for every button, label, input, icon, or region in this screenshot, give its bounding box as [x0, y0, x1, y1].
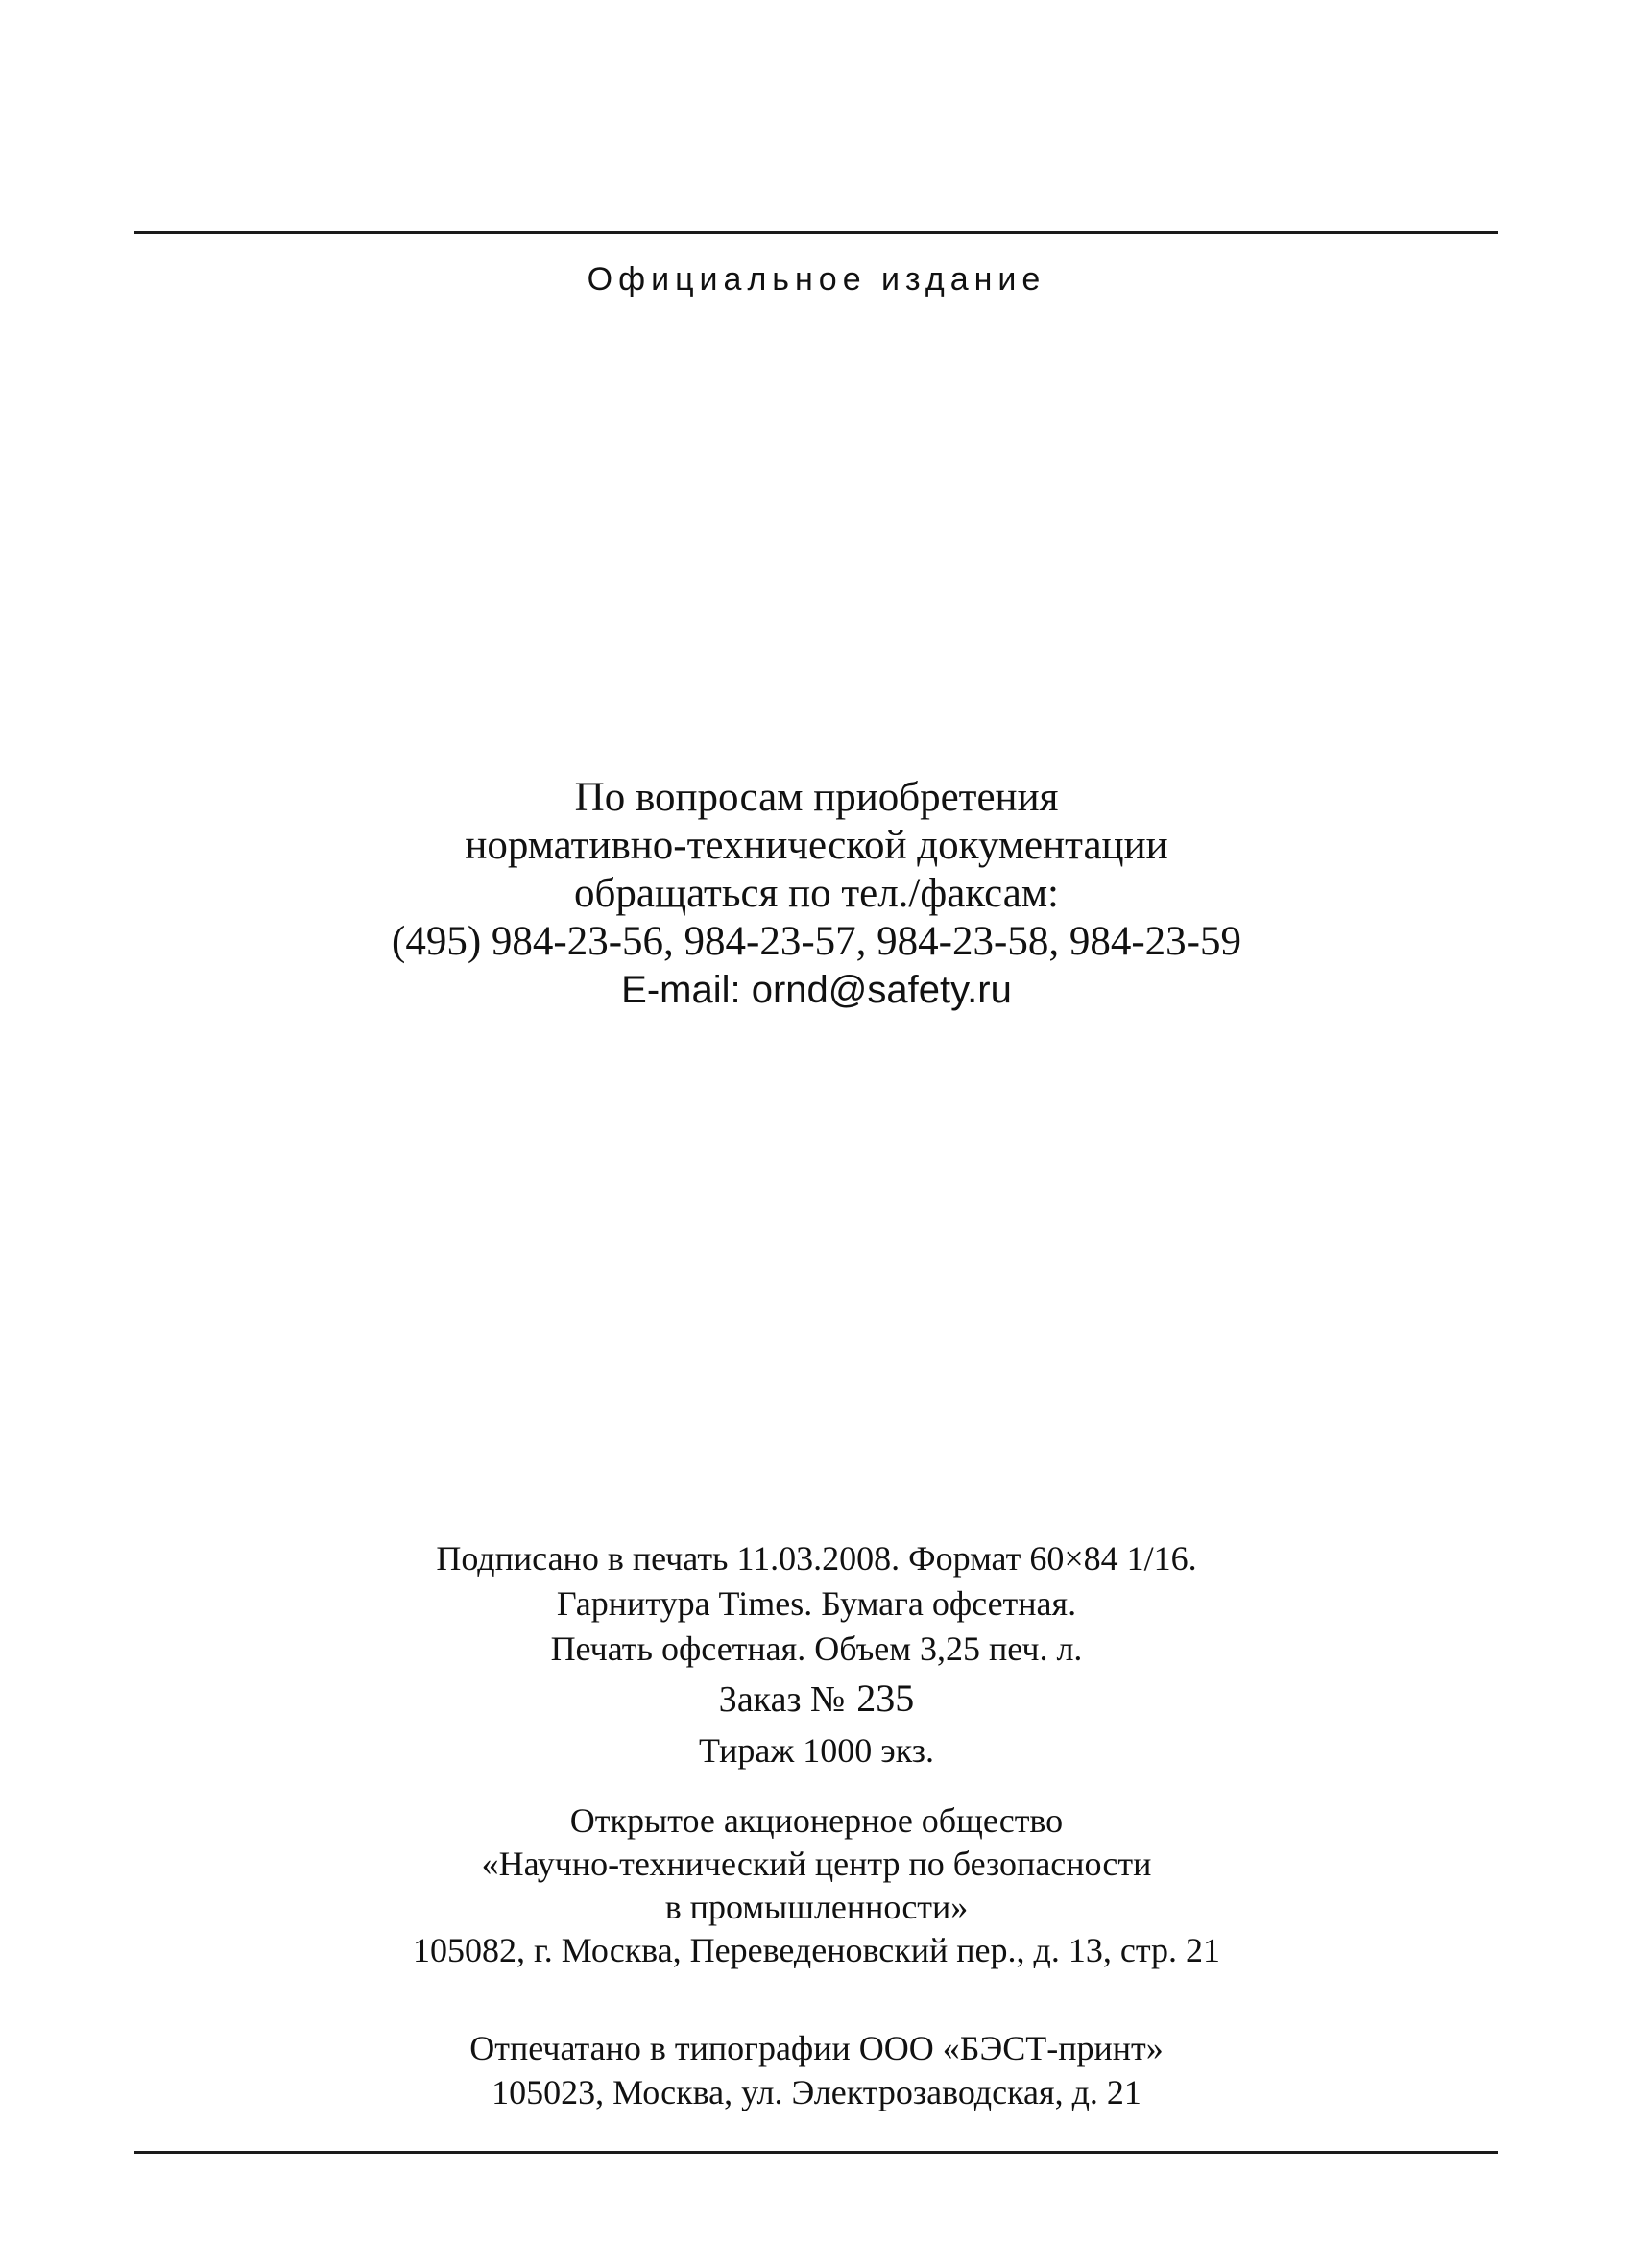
order-label: Заказ № — [718, 1679, 846, 1720]
contact-email: E-mail: ornd@safety.ru — [621, 969, 1012, 1011]
printer-line: Отпечатано в типографии ООО «БЭСТ-принт» — [469, 2029, 1164, 2067]
contact-line: нормативно-технической документации — [465, 823, 1168, 868]
publisher-block — [0, 1799, 1633, 1972]
top-divider — [134, 231, 1498, 234]
order-number: 235 — [856, 1677, 915, 1720]
contact-line: По вопросам приобретения — [574, 775, 1059, 820]
imprint-typeface: Гарнитура Times. Бумага офсетная. — [556, 1584, 1077, 1623]
printer-address: 105023, Москва, ул. Электрозаводская, д. 21 — [492, 2073, 1141, 2111]
imprint-signed: Подписано в печать 11.03.2008. Формат 60×84 1/16. — [436, 1539, 1197, 1578]
printer-block — [0, 2026, 1633, 2114]
official-edition-label: Официальное издание — [587, 261, 1046, 298]
contact-line: обращаться по тел./факсам: — [574, 871, 1059, 916]
contact-block — [0, 774, 1633, 1014]
imprint-run: Тираж 1000 экз. — [699, 1731, 934, 1770]
imprint-order — [0, 1676, 1633, 1723]
imprint-print: Печать офсетная. Объем 3,25 печ. л. — [550, 1629, 1083, 1668]
contact-phones: (495) 984-23-56, 984-23-57, 984-23-58, 984-23-59 — [392, 919, 1241, 964]
publisher-address: 105082, г. Москва, Переведеновский пер., д. 13, стр. 21 — [413, 1931, 1220, 1969]
bottom-divider — [134, 2151, 1498, 2154]
publisher-line: в промышленности» — [664, 1888, 969, 1926]
imprint-block — [0, 1536, 1633, 1773]
publisher-line: «Научно-технический центр по безопасности — [481, 1845, 1152, 1883]
publisher-line: Открытое акционерное общество — [569, 1801, 1064, 1840]
